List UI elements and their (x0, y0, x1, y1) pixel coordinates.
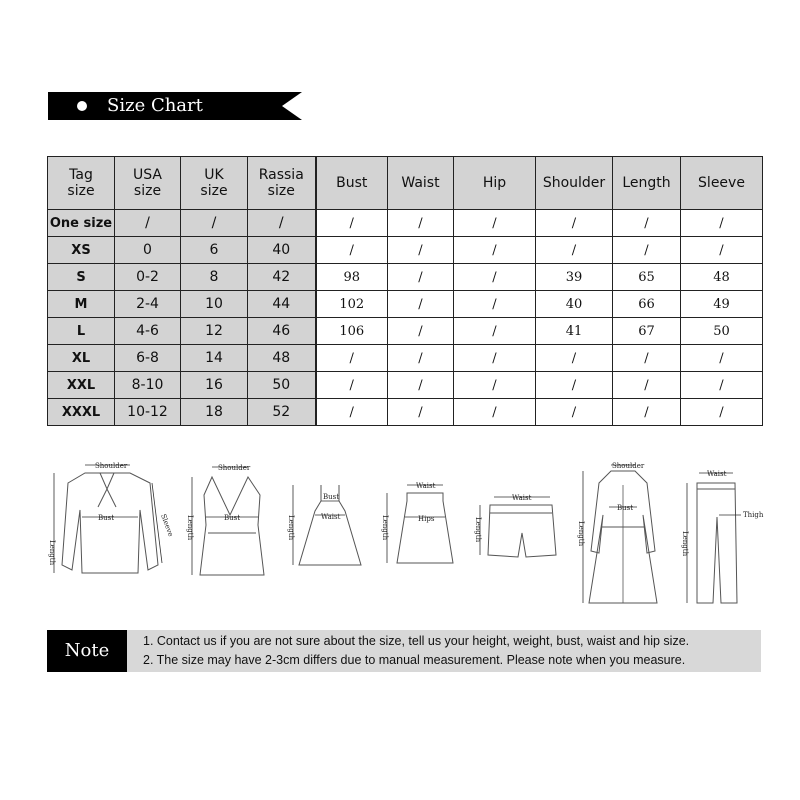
label-length-7: Length (681, 531, 689, 557)
table-cell: / (454, 237, 536, 264)
coat-icon (575, 455, 670, 605)
table-cell: 6 (181, 237, 248, 264)
label-bust-6: Bust (617, 504, 634, 512)
table-cell: / (388, 345, 454, 372)
table-row (48, 210, 763, 237)
table-cell: / (681, 237, 763, 264)
table-cell: 44 (248, 291, 316, 318)
column-header (681, 157, 763, 210)
table-cell: 52 (248, 399, 316, 426)
label-waist-5: Waist (512, 494, 532, 502)
blouse-icon (40, 455, 175, 585)
tag-size-cell: One size (48, 210, 115, 237)
table-cell: 40 (536, 291, 613, 318)
column-header (248, 157, 316, 210)
page-title: Size Chart (107, 95, 203, 116)
table-cell: 8 (181, 264, 248, 291)
size-table (47, 156, 763, 426)
table-cell: 49 (681, 291, 763, 318)
table-cell: 18 (181, 399, 248, 426)
label-shoulder-2: Shoulder (218, 464, 251, 472)
table-cell: / (613, 237, 681, 264)
table-cell: / (454, 210, 536, 237)
note-box (127, 630, 761, 672)
label-length-2: Length (186, 515, 194, 541)
blouse-diagram (40, 455, 175, 585)
table-cell: / (613, 345, 681, 372)
label-bust-3: Bust (323, 493, 340, 501)
table-cell: 8-10 (115, 372, 181, 399)
table-cell: 66 (613, 291, 681, 318)
table-cell: / (454, 372, 536, 399)
table-cell: / (454, 264, 536, 291)
table-cell: / (388, 237, 454, 264)
size-chart-banner (48, 92, 302, 120)
table-cell: 67 (613, 318, 681, 345)
tag-size-cell: XS (48, 237, 115, 264)
table-cell: / (454, 345, 536, 372)
label-waist-3: Waist (321, 513, 341, 521)
table-cell: / (316, 399, 388, 426)
table-cell: / (454, 291, 536, 318)
table-cell: 16 (181, 372, 248, 399)
column-header-text: Rassia (258, 167, 304, 183)
camisole-icon (180, 455, 280, 585)
column-header-text: size (67, 183, 95, 199)
tag-size-cell: L (48, 318, 115, 345)
camisole-diagram (180, 455, 280, 585)
table-cell: / (681, 210, 763, 237)
tag-size-cell: XXL (48, 372, 115, 399)
label-hips-4: Hips (418, 515, 435, 523)
table-cell: 48 (681, 264, 763, 291)
column-header (613, 157, 681, 210)
label-bust-2: Bust (224, 514, 241, 522)
note-line-1: 1. Contact us if you are not sure about the size, tell us your height, weight, bust, waist and hip size. (143, 634, 690, 648)
label-length-4: Length (381, 515, 389, 541)
table-cell: 4-6 (115, 318, 181, 345)
column-header-text: Hip (482, 175, 507, 191)
table-cell: 42 (248, 264, 316, 291)
shorts-icon (470, 455, 570, 585)
table-row (48, 372, 763, 399)
trousers-diagram (675, 455, 770, 605)
table-cell: 2-4 (115, 291, 181, 318)
table-cell: / (316, 210, 388, 237)
tag-size-cell: XXXL (48, 399, 115, 426)
table-cell: 50 (248, 372, 316, 399)
dress-diagram (285, 455, 375, 585)
table-cell: / (454, 318, 536, 345)
table-row (48, 318, 763, 345)
table-row (48, 264, 763, 291)
column-header (454, 157, 536, 210)
table-cell: / (613, 372, 681, 399)
dress-icon (285, 455, 375, 585)
table-cell: 40 (248, 237, 316, 264)
table-cell: 46 (248, 318, 316, 345)
table-cell: / (388, 318, 454, 345)
table-cell: / (454, 399, 536, 426)
table-cell: / (248, 210, 316, 237)
label-length-6: Length (577, 521, 585, 547)
label-length-5: Length (474, 517, 482, 543)
table-row (48, 399, 763, 426)
table-cell: 65 (613, 264, 681, 291)
label-length-3: Length (287, 515, 295, 541)
table-cell: / (316, 372, 388, 399)
trousers-icon (675, 455, 770, 605)
column-header-text: size (200, 183, 228, 199)
table-cell: 39 (536, 264, 613, 291)
table-cell: / (681, 345, 763, 372)
column-header-text: size (133, 183, 162, 199)
column-header-text: Bust (336, 175, 368, 191)
label-bust: Bust (98, 514, 115, 522)
table-cell: 106 (316, 318, 388, 345)
table-cell: 14 (181, 345, 248, 372)
tag-size-cell: S (48, 264, 115, 291)
table-cell: / (613, 210, 681, 237)
table-cell: 48 (248, 345, 316, 372)
table-cell: 12 (181, 318, 248, 345)
column-header (48, 157, 115, 210)
bullet-icon (77, 101, 87, 111)
table-cell: 0-2 (115, 264, 181, 291)
note-line-2: 2. The size may have 2-3cm differs due to manual measurement. Please note when you measure. (143, 653, 686, 667)
table-cell: 50 (681, 318, 763, 345)
table-cell: 0 (115, 237, 181, 264)
table-cell: / (536, 237, 613, 264)
table-cell: / (681, 372, 763, 399)
label-waist-4: Waist (416, 482, 436, 490)
table-row (48, 291, 763, 318)
table-cell: / (388, 372, 454, 399)
table-cell: 10 (181, 291, 248, 318)
label-shoulder: Shoulder (95, 462, 128, 470)
table-cell: / (681, 399, 763, 426)
column-header-text: Shoulder (542, 175, 606, 191)
label-length: Length (48, 540, 56, 566)
column-header-text: USA (133, 167, 162, 183)
label-thigh-7: Thigh (743, 511, 764, 519)
coat-diagram (575, 455, 670, 605)
table-cell: / (536, 210, 613, 237)
table-cell: / (536, 372, 613, 399)
column-header (536, 157, 613, 210)
table-cell: 102 (316, 291, 388, 318)
tag-size-cell: XL (48, 345, 115, 372)
table-cell: 98 (316, 264, 388, 291)
table-cell: / (388, 210, 454, 237)
table-cell: 6-8 (115, 345, 181, 372)
table-cell: / (181, 210, 248, 237)
column-header (181, 157, 248, 210)
table-cell: / (388, 264, 454, 291)
column-header-text: UK (204, 167, 224, 183)
table-cell: / (388, 399, 454, 426)
table-cell: 10-12 (115, 399, 181, 426)
table-cell: / (613, 399, 681, 426)
column-header-text: size (267, 183, 295, 199)
column-header (115, 157, 181, 210)
label-shoulder-6: Shoulder (612, 462, 645, 470)
label-waist-7: Waist (707, 470, 727, 478)
column-header (388, 157, 454, 210)
table-cell: / (536, 399, 613, 426)
table-row (48, 345, 763, 372)
table-row (48, 237, 763, 264)
table-cell: / (316, 345, 388, 372)
label-sleeve: Sleeve (159, 512, 175, 538)
column-header-text: Waist (401, 175, 440, 191)
note-label: Note (47, 630, 127, 672)
table-cell: / (316, 237, 388, 264)
column-header-text: Length (622, 175, 671, 191)
column-header-text: Tag (69, 167, 93, 183)
table-header-row (48, 157, 763, 210)
tag-size-cell: M (48, 291, 115, 318)
column-header (316, 157, 388, 210)
table-cell: 41 (536, 318, 613, 345)
table-cell: / (115, 210, 181, 237)
shorts-diagram (470, 455, 570, 585)
column-header-text: Sleeve (698, 175, 745, 191)
table-body (48, 210, 763, 426)
skirt-diagram (375, 455, 465, 585)
measurement-diagrams (40, 455, 770, 605)
table-cell: / (388, 291, 454, 318)
skirt-icon (375, 455, 465, 585)
table-cell: / (536, 345, 613, 372)
